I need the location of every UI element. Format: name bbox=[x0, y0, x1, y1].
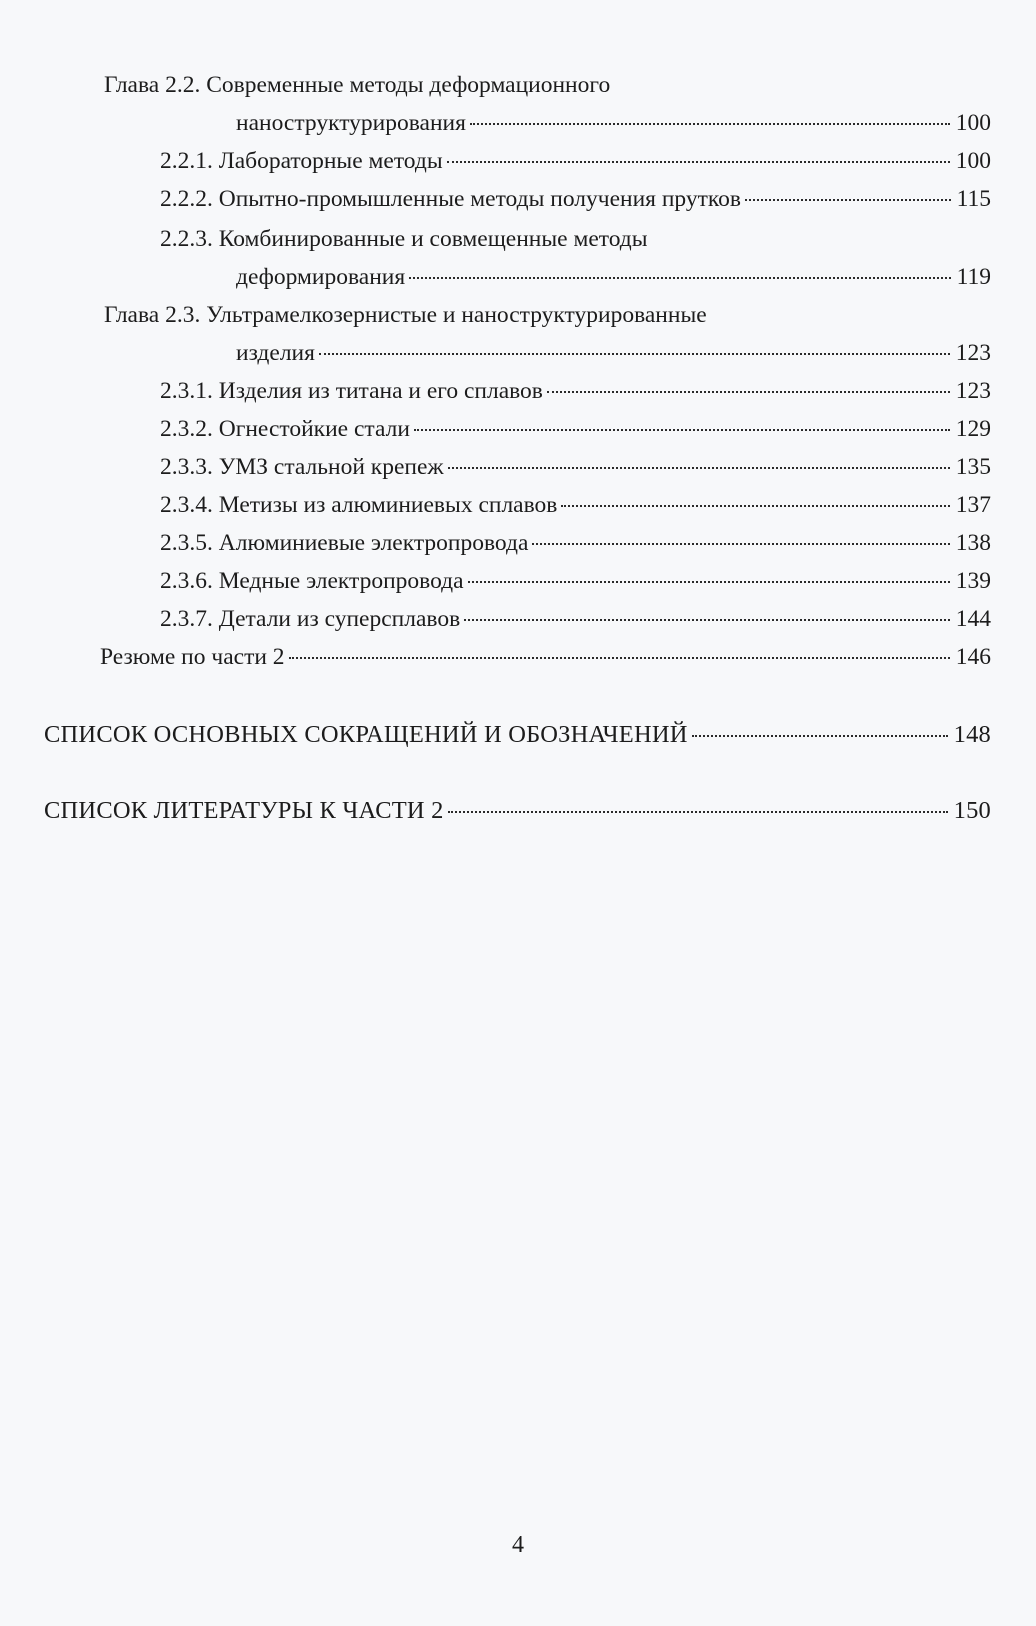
toc-entry-2-3-7[interactable] bbox=[160, 602, 991, 636]
toc-entry-title: 2.3.7. Детали из суперсплавов bbox=[160, 606, 461, 632]
toc-entry-2-3-2[interactable] bbox=[160, 412, 991, 446]
toc-page-number: 100 bbox=[955, 110, 991, 136]
toc-entry-title: 2.3.4. Метизы из алюминиевых сплавов bbox=[160, 492, 558, 518]
toc-entry-2-2-3-line1 bbox=[160, 222, 648, 256]
toc-entry-title: Глава 2.2. Современные методы деформационного bbox=[104, 72, 611, 98]
toc-entry-2-3-3[interactable] bbox=[160, 450, 991, 484]
toc-page-number: 100 bbox=[955, 148, 991, 174]
toc-entry-abbreviations[interactable] bbox=[44, 718, 991, 752]
toc-entry-title: Резюме по части 2 bbox=[100, 644, 285, 670]
toc-page-number: 144 bbox=[955, 606, 991, 632]
toc-page-number: 146 bbox=[955, 644, 991, 670]
page-number: 4 bbox=[512, 1532, 524, 1558]
toc-entry-references[interactable] bbox=[44, 794, 991, 828]
toc-page-number: 119 bbox=[956, 264, 991, 290]
toc-entry-title: 2.2.2. Опытно-промышленные методы получения прутков bbox=[160, 186, 741, 212]
leader-dots bbox=[448, 467, 950, 469]
toc-entry-2-3-5[interactable] bbox=[160, 526, 991, 560]
toc-entry-title: 2.3.2. Огнестойкие стали bbox=[160, 416, 410, 442]
toc-entry-chapter-2-3-line1 bbox=[104, 298, 707, 332]
toc-page-number: 138 bbox=[955, 530, 991, 556]
toc-entry-title: 2.3.5. Алюминиевые электропровода bbox=[160, 530, 529, 556]
toc-entry-title: 2.3.1. Изделия из титана и его сплавов bbox=[160, 378, 543, 404]
toc-entry-2-2-3[interactable] bbox=[236, 260, 991, 294]
toc-page-number: 123 bbox=[955, 340, 991, 366]
toc-entry-title: наноструктурирования bbox=[236, 110, 466, 136]
leader-dots bbox=[692, 735, 948, 737]
leader-dots bbox=[289, 657, 950, 659]
toc-entry-chapter-2-3[interactable] bbox=[236, 336, 991, 370]
leader-dots bbox=[319, 353, 950, 355]
leader-dots bbox=[532, 543, 949, 545]
toc-entry-title: изделия bbox=[236, 340, 315, 366]
leader-dots bbox=[470, 123, 950, 125]
toc-entry-2-2-2[interactable] bbox=[160, 182, 991, 216]
toc-entry-2-3-4[interactable] bbox=[160, 488, 991, 522]
toc-page-number: 150 bbox=[953, 797, 991, 824]
toc-entry-chapter-2-2[interactable] bbox=[236, 106, 991, 140]
toc-entry-title: Глава 2.3. Ультрамелкозернистые и наноструктурированные bbox=[104, 302, 707, 328]
leader-dots bbox=[561, 505, 949, 507]
toc-entry-2-3-1[interactable] bbox=[160, 374, 991, 408]
toc-entry-2-2-1[interactable] bbox=[160, 144, 991, 178]
toc-entry-title: СПИСОК ОСНОВНЫХ СОКРАЩЕНИЙ И ОБОЗНАЧЕНИЙ bbox=[44, 721, 688, 748]
toc-entry-chapter-2-2-line1 bbox=[104, 68, 610, 102]
toc-entry-summary[interactable] bbox=[100, 640, 991, 674]
leader-dots bbox=[547, 391, 950, 393]
toc-entry-title: деформирования bbox=[236, 264, 406, 290]
leader-dots bbox=[464, 619, 950, 621]
toc-page-number: 135 bbox=[955, 454, 991, 480]
leader-dots bbox=[447, 161, 950, 163]
leader-dots bbox=[448, 811, 948, 813]
toc-entry-title: 2.2.1. Лабораторные методы bbox=[160, 148, 443, 174]
leader-dots bbox=[414, 429, 950, 431]
toc-page-number: 115 bbox=[956, 186, 991, 212]
toc-page-number: 139 bbox=[955, 568, 991, 594]
toc-entry-title: 2.3.3. УМЗ стальной крепеж bbox=[160, 454, 444, 480]
leader-dots bbox=[468, 581, 950, 583]
toc-entry-title: 2.2.3. Комбинированные и совмещенные методы bbox=[160, 226, 648, 252]
toc-entry-title: СПИСОК ЛИТЕРАТУРЫ К ЧАСТИ 2 bbox=[44, 797, 444, 824]
toc-page-number: 129 bbox=[955, 416, 991, 442]
toc-entry-title: 2.3.6. Медные электропровода bbox=[160, 568, 464, 594]
leader-dots bbox=[409, 277, 950, 279]
toc-page-number: 148 bbox=[953, 721, 991, 748]
toc-entry-2-3-6[interactable] bbox=[160, 564, 991, 598]
leader-dots bbox=[745, 199, 951, 201]
toc-page-number: 137 bbox=[955, 492, 991, 518]
toc-page-number: 123 bbox=[955, 378, 991, 404]
